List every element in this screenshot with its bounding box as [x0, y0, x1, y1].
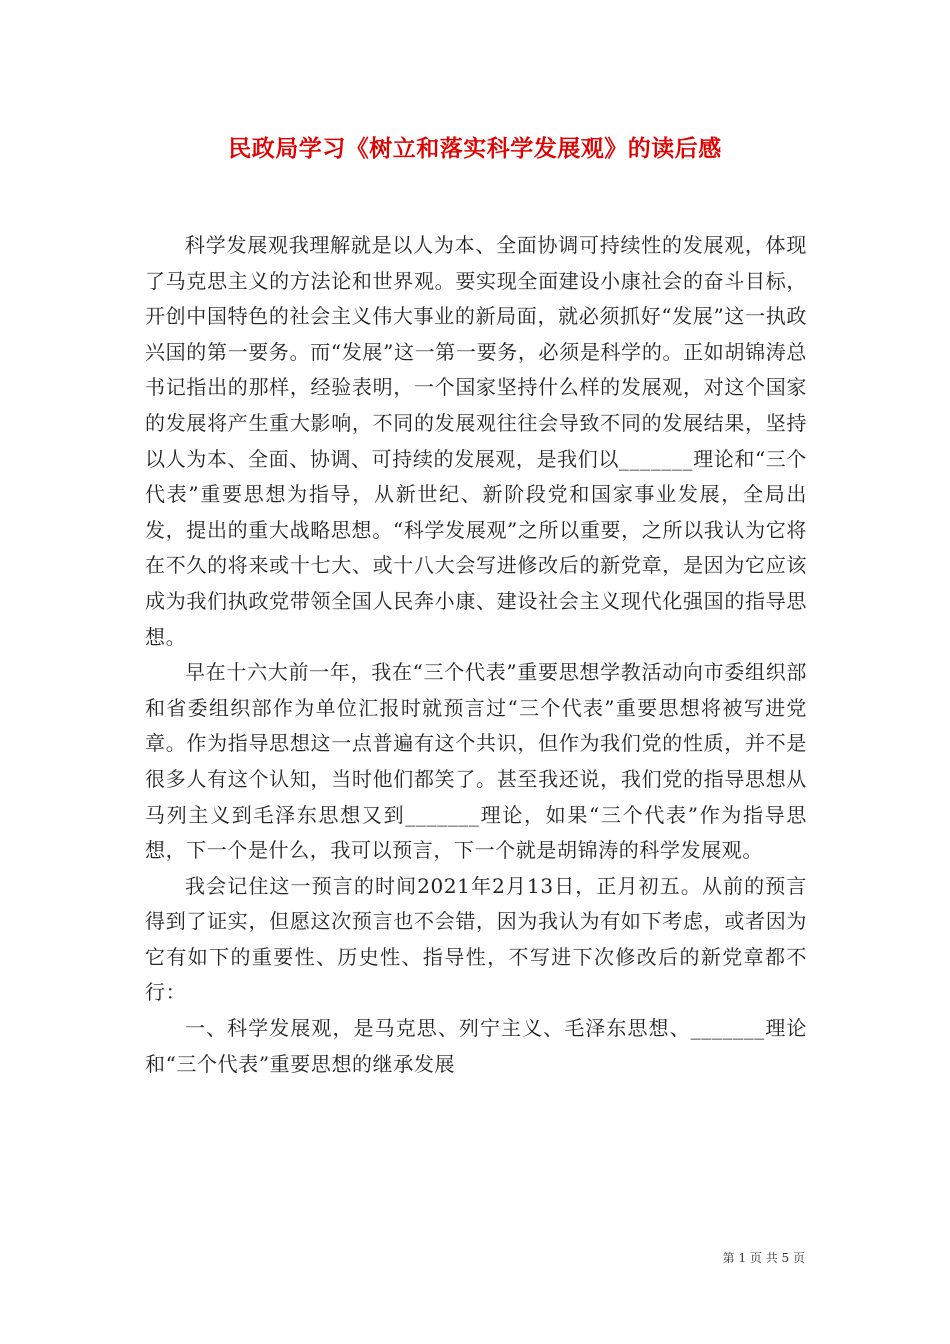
paragraph-2: 早在十六大前一年，我在“三个代表”重要思想学教活动向市委组织部和省委组织部作为单位汇报时就预言过“三个代表”重要思想将被写进党章。作为指导思想这一点普遍有这个共识，但作为我们党的性质，并不是很多人有这个认知，当时他们都笑了。甚至我还说，我们党的指导思想从马列主义到毛泽东思想又到_______理论，如果“三个代表”作为指导思想，下一个是什么，我可以预言，下一个就是胡锦涛的科学发展观。: [145, 660, 807, 863]
document-title: 民政局学习《树立和落实科学发展观》的读后感: [228, 135, 722, 162]
page-number: 第 1 页 共 5 页: [722, 1251, 805, 1265]
paragraph-4: 一、科学发展观，是马克思、列宁主义、毛泽东思想、_______理论和“三个代表”重要思想的继承发展: [145, 1016, 807, 1076]
document-body: [145, 228, 807, 1082]
paragraph-1: 科学发展观我理解就是以人为本、全面协调可持续性的发展观，体现了马克思主义的方法论和世界观。要实现全面建设小康社会的奋斗目标，开创中国特色的社会主义伟大事业的新局面，就必须抓好“发展”这一执政兴国的第一要务。而“发展”这一第一要务，必须是科学的。正如胡锦涛总书记指出的那样，经验表明，一个国家坚持什么样的发展观，对这个国家的发展将产生重大影响，不同的发展观往往会导致不同的发展结果，坚持以人为本、全面、协调、可持续的发展观，是我们以_______理论和“三个代表”重要思想为指导，从新世纪、新阶段党和国家事业发展，全局出发，提出的重大战略思想。“科学发展观”之所以重要，之所以我认为它将在不久的将来或十七大、或十八大会写进修改后的新党章，是因为它应该成为我们执政党带领全国人民奔小康、建设社会主义现代化强国的指导思想。: [145, 233, 807, 649]
paragraph-3: 我会记住这一预言的时间2021年2月13日，正月初五。从前的预言得到了证实，但愿这次预言也不会错，因为我认为有如下考虑，或者因为它有如下的重要性、历史性、指导性，不写进下次修改后的新党章都不行：: [145, 873, 807, 1005]
